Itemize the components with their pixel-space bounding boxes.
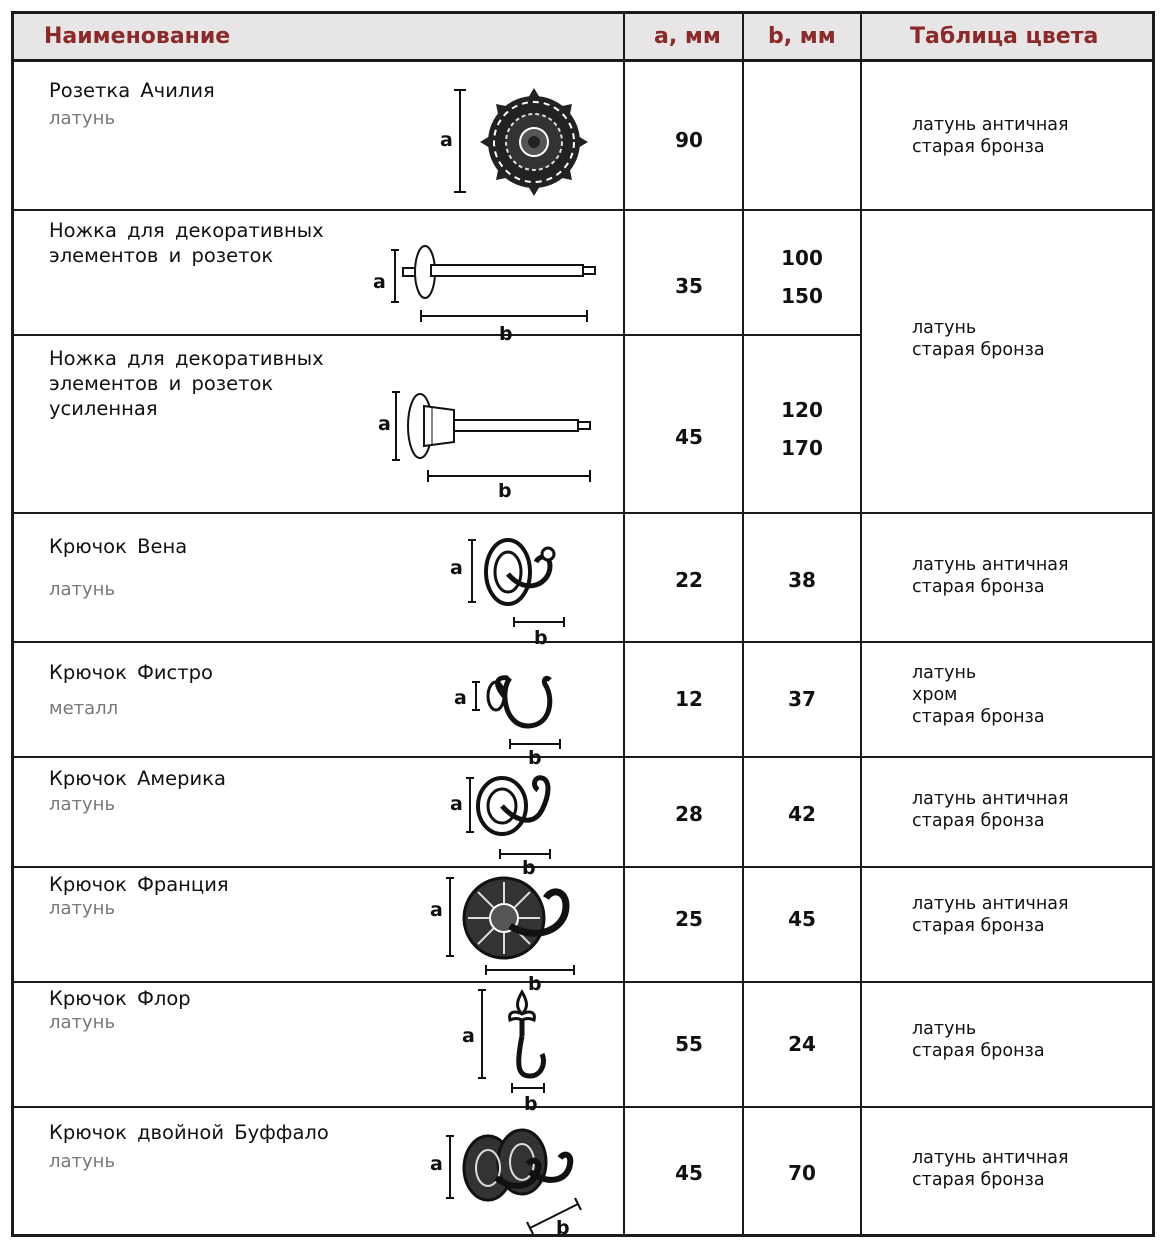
color-item: латунь: [912, 318, 977, 338]
dim-label-a: a: [450, 557, 463, 579]
column-divider: [742, 14, 744, 1234]
color-item: латунь античная: [912, 555, 1069, 575]
product-material: латунь: [49, 898, 116, 919]
product-material: латунь: [49, 794, 116, 815]
header-colors: Таблица цвета: [910, 24, 1099, 49]
product-name: Крючок Фистро: [49, 661, 213, 684]
value-b: 45: [788, 907, 816, 931]
table-header: [14, 14, 1152, 62]
value-b: 150: [781, 284, 823, 308]
color-list: [912, 893, 1069, 937]
color-list: [912, 662, 1045, 728]
value-b: 100: [781, 246, 823, 270]
row-divider: [14, 756, 1152, 758]
value-b: 42: [788, 802, 816, 826]
reinforced-leg-image: [374, 386, 614, 502]
product-material: металл: [49, 698, 119, 719]
dim-label-b: b: [498, 480, 512, 502]
color-list: [912, 1147, 1069, 1191]
header-name: Наименование: [44, 24, 231, 49]
row-divider: [14, 209, 1152, 211]
dim-label-b: b: [556, 1217, 570, 1239]
leg-image: [369, 236, 599, 345]
color-list: [912, 114, 1069, 158]
product-name: Ножка для декоративных элементов и розеток: [49, 219, 324, 267]
header-a: a, мм: [654, 24, 721, 49]
value-a: 90: [675, 128, 703, 152]
color-item: латунь античная: [912, 789, 1069, 809]
dim-label-b: b: [528, 973, 542, 995]
row-divider: [14, 866, 1152, 868]
value-a: 28: [675, 802, 703, 826]
color-list: [912, 317, 1045, 361]
color-item: старая бронза: [912, 1041, 1045, 1061]
value-b: 70: [788, 1161, 816, 1185]
color-item: старая бронза: [912, 707, 1045, 727]
dim-label-b: b: [528, 747, 542, 769]
dim-label-a: a: [462, 1025, 475, 1047]
color-list: [912, 1018, 1045, 1062]
value-a: 22: [675, 568, 703, 592]
product-name: Крючок Франция: [49, 873, 229, 896]
color-item: латунь: [912, 1019, 977, 1039]
color-item: хром: [912, 685, 958, 705]
value-b: 37: [788, 687, 816, 711]
value-a: 12: [675, 687, 703, 711]
value-a: 25: [675, 907, 703, 931]
product-material: латунь: [49, 1012, 116, 1033]
value-a: 35: [675, 274, 703, 298]
product-name: Ножка для декоративных элементов и розеток усиленная: [49, 347, 324, 420]
hook-flor-image: [458, 986, 568, 1115]
value-a: 45: [675, 1161, 703, 1185]
color-item: старая бронза: [912, 1170, 1045, 1190]
product-name: Крючок Америка: [49, 767, 226, 790]
dim-label-a: a: [440, 129, 453, 151]
row-divider: [14, 512, 1152, 514]
color-list: [912, 788, 1069, 832]
color-item: латунь античная: [912, 894, 1069, 914]
value-a: 45: [675, 425, 703, 449]
color-item: старая бронза: [912, 137, 1045, 157]
dim-label-a: a: [430, 1153, 443, 1175]
product-name: Крючок Флор: [49, 987, 191, 1010]
hook-buffalo-image: [426, 1118, 586, 1239]
dim-label-b: b: [522, 857, 536, 879]
dim-label-b: b: [524, 1093, 538, 1115]
color-item: старая бронза: [912, 340, 1045, 360]
dim-label-a: a: [454, 687, 467, 709]
product-material: латунь: [49, 108, 116, 129]
rosette-image: [434, 84, 594, 204]
value-b: 24: [788, 1032, 816, 1056]
hook-america-image: [446, 766, 566, 879]
dim-label-a: a: [430, 899, 443, 921]
product-name: Розетка Ачилия: [49, 79, 215, 102]
value-b: 120: [781, 398, 823, 422]
product-material: латунь: [49, 579, 116, 600]
color-item: старая бронза: [912, 577, 1045, 597]
color-item: латунь античная: [912, 1148, 1069, 1168]
dim-label-b: b: [534, 627, 548, 649]
color-item: старая бронза: [912, 916, 1045, 936]
row-divider: [14, 641, 1152, 643]
column-divider: [623, 14, 625, 1234]
product-table: [11, 11, 1155, 1237]
product-material: латунь: [49, 1151, 116, 1172]
hook-france-image: [426, 872, 586, 995]
value-a: 55: [675, 1032, 703, 1056]
header-b: b, мм: [768, 24, 836, 49]
hook-vena-image: [446, 534, 576, 649]
color-item: старая бронза: [912, 811, 1045, 831]
color-list: [912, 554, 1069, 598]
dim-label-a: a: [373, 271, 386, 293]
dim-label-a: a: [450, 793, 463, 815]
hook-fistro-image: [450, 660, 570, 769]
column-divider: [860, 14, 862, 1234]
value-b: 170: [781, 436, 823, 460]
color-item: латунь: [912, 663, 977, 683]
row-divider: [14, 1106, 1152, 1108]
product-name: Крючок двойной Буффало: [49, 1121, 329, 1144]
dim-label-b: b: [499, 323, 513, 345]
product-name: Крючок Вена: [49, 535, 188, 558]
color-item: латунь античная: [912, 115, 1069, 135]
dim-label-a: a: [378, 413, 391, 435]
value-b: 38: [788, 568, 816, 592]
